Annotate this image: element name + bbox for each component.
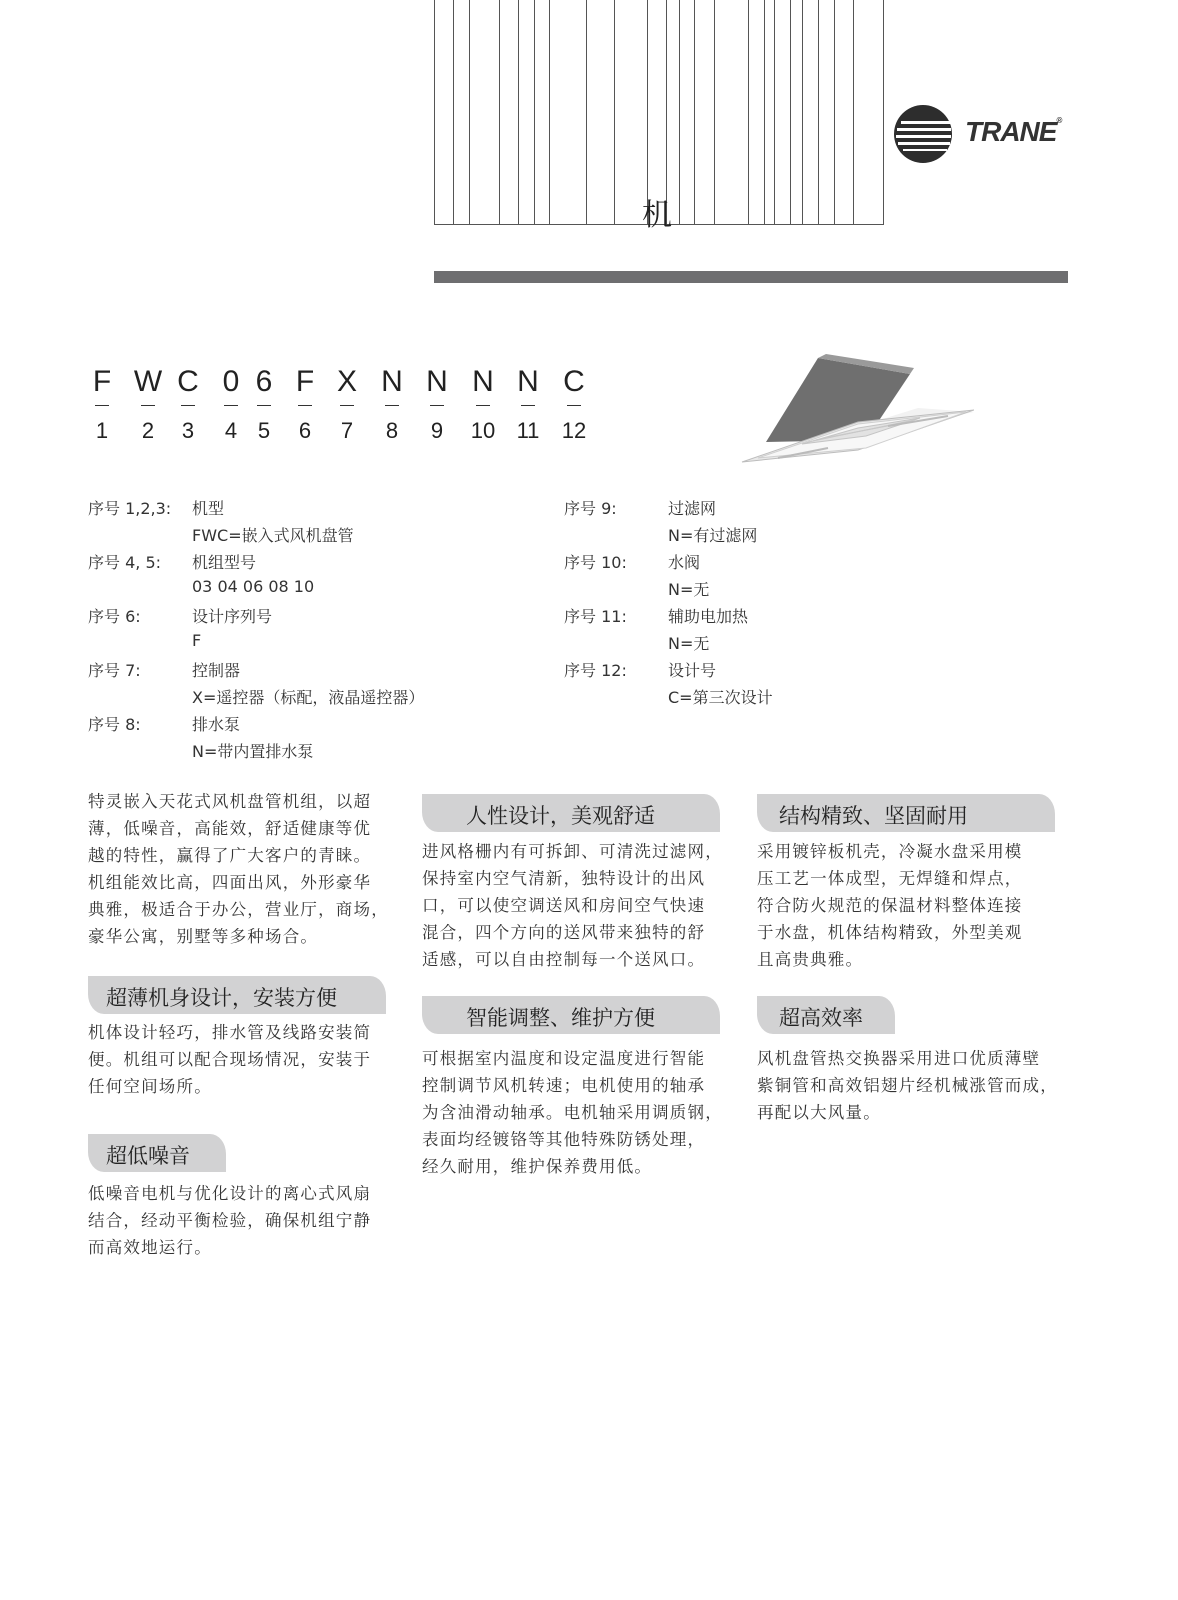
code-char: N [517, 365, 539, 398]
code-dash [567, 405, 581, 406]
brand-logo [893, 104, 1073, 164]
index-value: N=无 [668, 634, 710, 653]
index-title: 控制器 [192, 661, 241, 680]
index-key: 序号 12: [564, 661, 627, 680]
section-heading-smart: 智能调整、维护方便 [422, 996, 720, 1034]
code-dash [340, 405, 354, 406]
index-key: 序号 11: [564, 607, 627, 626]
index-value: 03 04 06 08 10 [192, 577, 315, 596]
code-char: 6 [255, 365, 273, 398]
code-position: 7 [340, 418, 354, 443]
index-key: 序号 7: [88, 661, 141, 680]
index-value: N=有过滤网 [668, 526, 758, 545]
section-heading-human: 人性设计，美观舒适 [422, 794, 720, 832]
intro-paragraph: 特灵嵌入天花式风机盘管机组，以超 薄，低噪音，高能效，舒适健康等优 越的特性，赢得了广大客户的青睐。 机组能效比高，四面出风，外形豪华 典雅，极适合于办公，营业厅，商场， 豪华公寓，别墅等多种场合。 [88, 792, 389, 946]
code-dash [95, 405, 109, 406]
index-title: 设计号 [668, 661, 717, 680]
code-position: 5 [257, 418, 271, 443]
code-char: F [92, 365, 112, 398]
code-position: 4 [224, 418, 238, 443]
index-key: 序号 4, 5: [88, 553, 162, 572]
index-title: 机组型号 [192, 553, 257, 572]
code-char: 0 [222, 365, 240, 398]
code-char: C [177, 365, 199, 398]
code-position: 10 [470, 418, 496, 443]
index-key: 序号 1,2,3: [88, 499, 172, 518]
index-key: 序号 9: [564, 499, 617, 518]
section-heading-efficiency: 超高效率 [757, 996, 895, 1034]
section-heading-structure: 结构精致、坚固耐用 [757, 794, 1055, 832]
code-dash [521, 405, 535, 406]
code-char: F [295, 365, 315, 398]
index-title: 过滤网 [668, 499, 717, 518]
code-position: 6 [298, 418, 312, 443]
code-position: 3 [181, 418, 195, 443]
code-position: 8 [385, 418, 399, 443]
code-dash [430, 405, 444, 406]
code-position: 9 [430, 418, 444, 443]
code-dash [476, 405, 490, 406]
section-text-smart: 可根据室内温度和设定温度进行智能 控制调节风机转速；电机使用的轴承 为含油滑动轴承。电机轴采用调质钢， 表面均经镀铬等其他特殊防锈处理， 经久耐用，维护保养费用低。 [422, 1049, 723, 1176]
code-position: 1 [95, 418, 109, 443]
index-value: N=无 [668, 580, 710, 599]
section-heading-quiet: 超低噪音 [88, 1134, 226, 1172]
code-dash [224, 405, 238, 406]
header-title-char: 机 [642, 198, 672, 233]
index-key: 序号 8: [88, 715, 141, 734]
code-position: 2 [141, 418, 155, 443]
code-dash [257, 405, 271, 406]
section-text-human: 进风格栅内有可拆卸、可清洗过滤网， 保持室内空气清新，独特设计的出风 口，可以使空调送风和房间空气快速 混合，四个方向的送风带来独特的舒 适感，可以自由控制每一个送风口。 [422, 842, 723, 969]
cassette-unit-image [738, 352, 974, 476]
code-dash [181, 405, 195, 406]
trane-globe-icon [893, 104, 953, 164]
index-value: FWC=嵌入式风机盘管 [192, 526, 354, 545]
index-value: F [192, 631, 202, 650]
brand-name: TRANE® [965, 116, 1062, 147]
code-char: W [133, 365, 163, 398]
code-char: X [336, 365, 357, 398]
section-heading-thin: 超薄机身设计，安装方便 [88, 976, 386, 1014]
index-title: 辅助电加热 [668, 607, 749, 626]
code-char: C [563, 365, 585, 398]
section-text-quiet: 低噪音电机与优化设计的离心式风扇 结合，经动平衡检验，确保机组宁静 而高效地运行。 [88, 1184, 372, 1257]
code-dash [298, 405, 312, 406]
index-key: 序号 10: [564, 553, 627, 572]
code-dash [385, 405, 399, 406]
index-value: C=第三次设计 [668, 688, 773, 707]
code-char: N [472, 365, 494, 398]
index-title: 设计序列号 [192, 607, 273, 626]
index-title: 水阀 [668, 553, 701, 572]
section-text-thin: 机体设计轻巧，排水管及线路安装简 便。机组可以配合现场情况，安装于 任何空间场所。 [88, 1023, 372, 1096]
index-key: 序号 6: [88, 607, 141, 626]
index-title: 排水泵 [192, 715, 241, 734]
code-position: 12 [561, 418, 587, 443]
header-divider-bar [434, 271, 1068, 283]
section-text-structure: 采用镀锌板机壳，冷凝水盘采用模 压工艺一体成型，无焊缝和焊点， 符合防火规范的保温材料整体连接 于水盘，机体结构精致，外型美观 且高贵典雅。 [757, 842, 1023, 969]
index-value: N=带内置排水泵 [192, 742, 314, 761]
index-title: 机型 [192, 499, 225, 518]
code-dash [141, 405, 155, 406]
code-char: N [381, 365, 403, 398]
index-value: X=遥控器（标配，液晶遥控器） [192, 688, 425, 707]
code-char: N [426, 365, 448, 398]
code-position: 11 [516, 418, 540, 443]
section-text-efficiency: 风机盘管热交换器采用进口优质薄壁 紫铜管和高效铝翅片经机械涨管而成， 再配以大风量。 [757, 1049, 1058, 1122]
